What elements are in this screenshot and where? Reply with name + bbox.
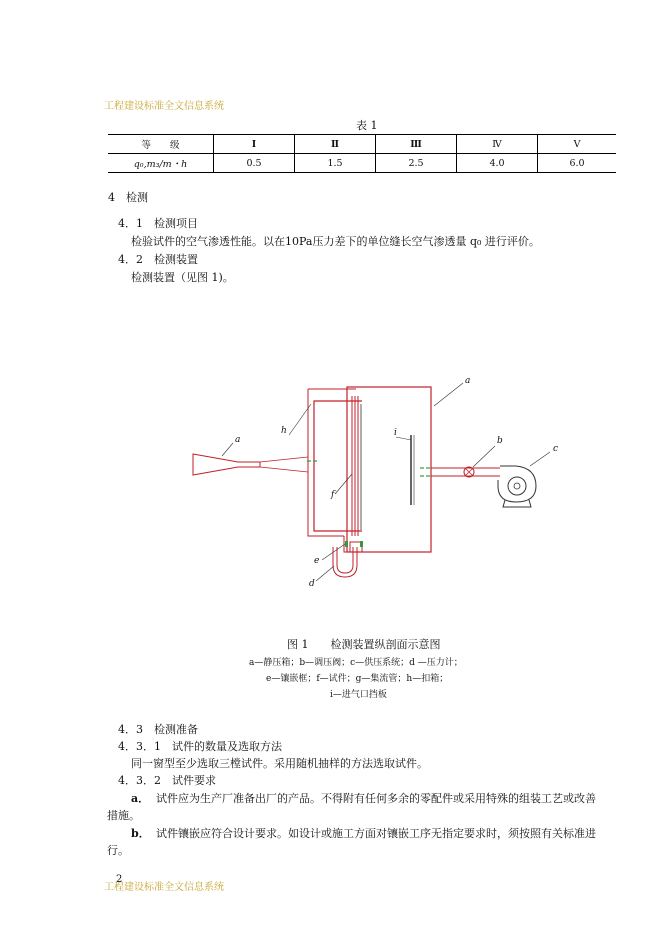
collector-cone [193, 454, 260, 475]
page-number: 2 [116, 874, 123, 885]
table-cell: 2.5 [376, 154, 457, 173]
subsection-title: 4．1 检测项目 [118, 217, 198, 230]
subsection-title: 4．3．2 试件要求 [118, 774, 216, 787]
list-item-marker: b． [131, 827, 150, 840]
figure-label-b: b [497, 436, 503, 446]
table-header-cell: Ⅰ [214, 135, 295, 154]
list-item-text: 试件镶嵌应符合设计要求。如设计或施工方面对镶嵌工序无指定要求时，须按照有关标准进 [156, 827, 596, 840]
pressure-tap [360, 541, 363, 547]
blower [498, 466, 536, 502]
figure-legend: a—静压箱；b—调压阀；c—供压系统；d —压力计； [249, 658, 463, 668]
table-header-cell: 等 级 [108, 135, 214, 154]
figure-legend: i—进气口挡板 [330, 690, 387, 700]
paragraph: 检验试件的空气渗透性能。以在10Pa压力差下的单位缝长空气渗透量 q₀ 进行评价。 [131, 235, 540, 248]
static-pressure-box [347, 387, 431, 552]
paragraph: 同一窗型至少选取三樘试件。采用随机抽样的方法选取试件。 [131, 757, 428, 770]
table-cell: 6.0 [538, 154, 617, 173]
figure-label-i: i [394, 428, 397, 438]
table-caption: 表 1 [356, 119, 378, 132]
figure-label-e: e [314, 556, 320, 566]
table-header-cell: Ⅲ [376, 135, 457, 154]
figure-label-c: c [553, 444, 559, 454]
figure-legend: e—镶嵌框；f—试件；g—集流管；h—扣箱； [266, 674, 449, 684]
subsection-title: 4．3．1 试件的数量及选取方法 [118, 740, 282, 753]
table-header-cell: Ⅳ [457, 135, 538, 154]
list-item-text: 试件应为生产厂准备出厂的产品。不得附有任何多余的零配件或采用特殊的组装工艺或改善 [156, 792, 596, 805]
list-item-text: 措施。 [107, 809, 140, 822]
table-cell: q₀,m₃/m・h [108, 154, 214, 173]
table-header-cell: Ⅴ [538, 135, 617, 154]
list-item-marker: a． [131, 792, 150, 805]
figure-label-a: a [465, 376, 471, 386]
table-cell: 4.0 [457, 154, 538, 173]
figure-label-a2: a [235, 435, 241, 445]
figure-label-d: d [309, 579, 315, 589]
section-heading: 4 检测 [108, 191, 148, 204]
figure-label-f: f [331, 490, 335, 500]
pressure-tap [345, 541, 348, 547]
table-header-cell: Ⅱ [295, 135, 376, 154]
list-item-text: 行。 [107, 844, 129, 857]
figure-caption: 图 1 检测装置纵剖面示意图 [287, 638, 441, 651]
subsection-title: 4．2 检测装置 [118, 253, 198, 266]
figure-label-h: h [281, 426, 287, 436]
table-cell: 0.5 [214, 154, 295, 173]
subsection-title: 4．3 检测准备 [118, 723, 198, 736]
paragraph: 检测装置（见图 1)。 [131, 271, 234, 284]
watermark-top: 工程建设标准全文信息系统 [104, 101, 224, 112]
table-cell: 1.5 [295, 154, 376, 173]
watermark-bottom: 工程建设标准全文信息系统 [104, 882, 224, 893]
